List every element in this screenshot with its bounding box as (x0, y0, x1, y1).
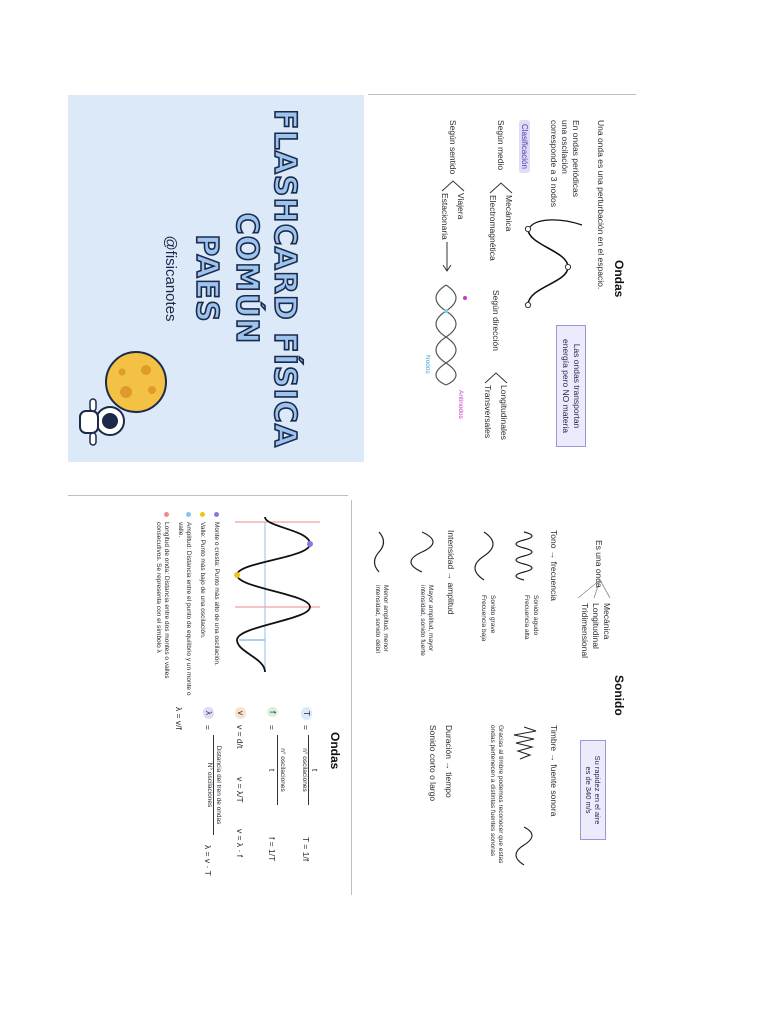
timbre-note-1: Gracias al timbre podemos reconocer que estas (497, 725, 504, 864)
sonido-card (352, 500, 634, 895)
low-amplitude-wave-icon (361, 530, 396, 580)
antinodos-label: Antinodos (457, 390, 464, 419)
fraction (300, 735, 320, 805)
frecuencia-baja: Frecuencia baja (480, 595, 487, 642)
ondas-formulas-title: Ondas (328, 732, 342, 770)
periodic-note-1: En ondas periódicas (571, 120, 581, 198)
longitudinales: Longitudinales (499, 385, 509, 440)
sonido-tridimensional: Tridimensional (580, 603, 590, 658)
frecuencia-alta: Frecuencia alta (523, 595, 530, 640)
estacionaria: Estacionaria (440, 193, 450, 240)
menor-amplitud-2: intensidad, sonido débil (374, 585, 381, 653)
formula-lambda-alt: λ = v · T (203, 845, 213, 876)
f-symbol: f (267, 707, 278, 717)
ondas-title: Ondas (612, 260, 626, 298)
timbre-note-2: ondas pertenecen a distintas fuentes sonoras (489, 725, 496, 857)
lambda-symbol: λ (203, 707, 214, 719)
speed-box-line2: es de 340 m/s (584, 766, 593, 814)
bracket-icon (483, 371, 509, 385)
formula-period: T = t n° oscilaciones T = 1/f (286, 707, 320, 887)
speed-box-line1: Su rapidez en el aire (593, 755, 602, 825)
cover-card (68, 95, 364, 462)
T-symbol: T (301, 707, 312, 720)
speed-box (580, 740, 606, 840)
formula-f-alt: f = 1/T (267, 837, 277, 862)
ondas-card (364, 95, 636, 465)
legend-item (154, 512, 170, 702)
timbre-label: Timbre → fuente sonora (549, 725, 559, 817)
nodos-label: Nodos (424, 355, 431, 374)
bracket-icon (572, 578, 612, 600)
formula-wavelength: λ = Distancia del tren de ondas N° oscilaciones λ = v · T (188, 707, 222, 887)
segun-medio: Según medio (496, 120, 506, 171)
high-amplitude-wave-icon (399, 530, 444, 580)
sonido-title: Sonido (612, 675, 626, 716)
segun-direccion: Según dirección (491, 290, 501, 351)
legend-text: Amplitud: Distancia entre el punto de equilibrio y un monte o valle. (177, 522, 192, 696)
periodic-note-2: una oscilación (560, 120, 570, 174)
timbre-wave-1-icon (507, 725, 542, 775)
sonido-longitudinal: Longitudinal (591, 603, 601, 649)
sonido-grave: Sonido grave (489, 595, 496, 634)
formula-lambda2: λ = v/f (174, 707, 184, 730)
viajera: Viajera (456, 193, 466, 220)
formula-v2: v = λ/T (235, 777, 245, 803)
periodic-note-3: corresponde a 3 nodos (549, 120, 559, 207)
dot-icon (186, 512, 191, 517)
numerator: t (310, 768, 320, 772)
numerator: n° oscilaciones (279, 748, 286, 792)
oscillation-wave-icon (513, 215, 588, 325)
mayor-amplitud-2: intensidad, sonido fuerte (419, 585, 426, 656)
energy-box-line2: energía pero NO materia (561, 338, 571, 434)
formula-v1: v = d/t (235, 725, 245, 749)
sonido-agudo: Sonido agudo (532, 595, 539, 636)
formula-wavelength-2 (164, 707, 188, 887)
divider (68, 495, 348, 496)
astronaut-icon (72, 391, 134, 461)
cover-title-line2: COMÚN (229, 212, 264, 345)
fraction (205, 735, 222, 835)
energy-box-line1: Las ondas transportan (572, 343, 582, 429)
legend-text: Longitud de onda: Distancia entre dos montes o valles consecutivos. Se representa con el símbolo λ (155, 522, 170, 679)
v-symbol: v (235, 707, 246, 719)
denominator: t (267, 768, 277, 772)
formula-speed (222, 707, 252, 887)
tono-label: Tono → frecuencia (549, 530, 559, 601)
dot-icon (214, 512, 219, 517)
duracion-label: Duración → tiempo (444, 725, 454, 798)
fraction (266, 735, 286, 805)
sonido-corto: Sonido corto o largo (428, 725, 438, 802)
wave-diagram-icon (230, 512, 325, 682)
high-frequency-wave-icon (504, 530, 544, 590)
formula-v3: v = λ · f (235, 829, 245, 858)
formulas (164, 707, 320, 887)
bracket-icon (488, 181, 514, 195)
intensidad-label: Intensidad → amplitud (446, 530, 456, 615)
formula-T-alt: T = 1/f (301, 837, 311, 862)
transversales: Transversales (483, 385, 493, 439)
sonido-mecanica: Mecánica (602, 603, 612, 640)
legend-item (176, 512, 192, 702)
es-una-onda: Es una onda (594, 540, 604, 588)
mayor-amplitud-1: Mayor amplitud, mayor (427, 585, 434, 652)
segun-sentido: Según sentido (448, 120, 458, 175)
energy-box (556, 325, 586, 447)
legend-item (212, 512, 220, 702)
ondas-definition: Una onda es una perturbación en el espacio. (596, 120, 606, 290)
mecanica: Mecánica (504, 195, 514, 232)
numerator: Distancia del tren de ondas (215, 745, 222, 825)
legend-item (198, 512, 206, 702)
low-frequency-wave-icon (464, 530, 504, 590)
electromagnetica: Electromagnética (488, 195, 498, 261)
ondas-formulas-card (68, 497, 350, 892)
arrow-right-icon (442, 240, 452, 275)
menor-amplitud-1: Menor amplitud, menor (382, 585, 389, 652)
legend-text: Valle: Punto más bajo de una oscilación. (199, 522, 206, 639)
denominator: n° oscilaciones (301, 748, 308, 792)
legend (154, 512, 220, 702)
cover-title-line1: FLASHCARD FÍSICA (267, 109, 302, 448)
bracket-icon (440, 179, 466, 193)
dot-icon (164, 512, 169, 517)
cover-handle: @fisicanotes (162, 235, 179, 322)
classification-chip: Clasificación (519, 120, 530, 173)
denominator: N° oscilaciones (206, 762, 213, 808)
cover-title-line3: PAES (189, 234, 224, 323)
timbre-wave-2-icon (507, 825, 542, 875)
legend-text: Monte o cresta: Punto más alto de una oscilación. (213, 522, 220, 666)
formula-frequency: f = n° oscilaciones t f = 1/T (252, 707, 286, 887)
dot-icon (200, 512, 205, 517)
